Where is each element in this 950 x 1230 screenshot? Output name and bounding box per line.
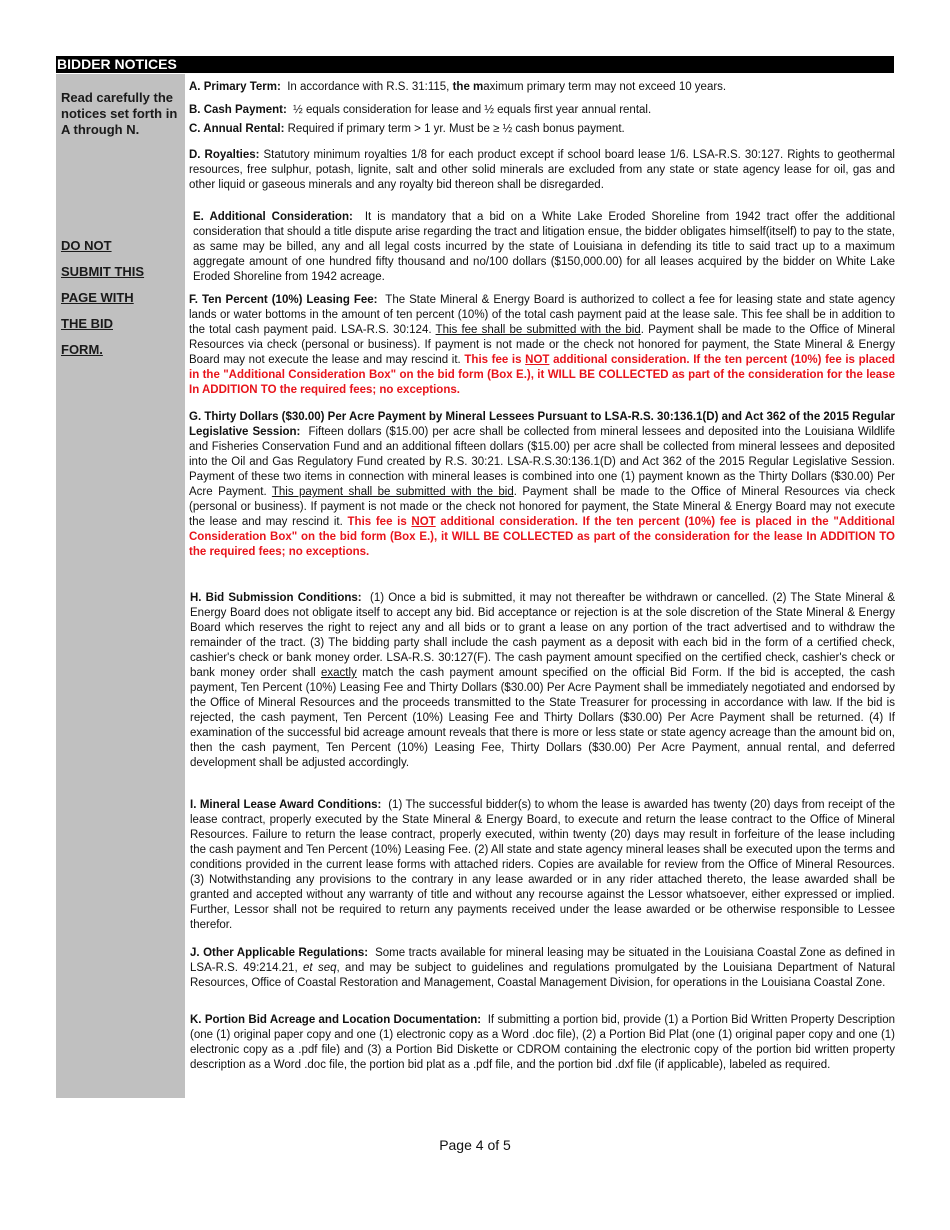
notice-heading: E. Additional Consideration: (193, 211, 353, 223)
notice-warning: additional consideration. If the ten percent (10%) fee is placed in the "Additional Consideration Box" on the bid form (Box E.), it WILL BE COLLECTED as part of the consideration for the lease In ADDITION TO the required fees; no exceptions. (189, 354, 896, 396)
notice-text: Statutory minimum royalties 1/8 for each product except if school board lease 1/6. LSA-R.S. 30:127. Rights to geothermal resources, free sulphur, potash, lignite, salt and other solid minerals are excluded from any state or state agency lease for oil, gas and other liquid or gaseous minerals and any royalty bid thereon shall be disregarded. (189, 149, 895, 191)
notice-j (190, 946, 895, 991)
do-not-submit-line: THE BID (61, 316, 113, 331)
notice-warning: This fee is (347, 516, 407, 528)
notice-italic: et seq (303, 962, 337, 974)
do-not-submit-line: PAGE WITH (61, 290, 134, 305)
notice-text: (1) Once a bid is submitted, it may not thereafter be withdrawn or cancelled. (2) The State Mineral & Energy Board does not obligate itself to accept any bid. Bid acceptance or rejection is at the sole discretion of the State Mineral & Energy Board which reserves the right to reject any and all bids or to grant a lease on any portion of the tract advertised and to withdraw the remainder of the tract. (3) The bidding party shall include the cash payment as a deposit with each bid in the form of a certified check, cashier's check or bank money order. LSA-R.S. 30:127(F). The cash payment amount specified on the certified check, cashier's check or bank money order shall (190, 592, 895, 679)
notice-heading: I. Mineral Lease Award Conditions: (190, 799, 382, 811)
notice-text: , and may be subject to guidelines and regulations promulgated by the Louisiana Department of Natural Resources, Office of Coastal Restoration and Management, Coastal Management Division, for operations in the Louisiana Coastal Zone. (190, 962, 896, 989)
notice-heading: J. Other Applicable Regulations: (190, 947, 369, 959)
notice-warning-not: NOT (525, 354, 550, 366)
notice-heading: G. Thirty Dollars ($30.00) Per Acre Payment by Mineral Lessees Pursuant to LSA-R.S. 30:136.1(D) and Act 362 of the 2015 Regular Legislative Session: (189, 411, 896, 438)
notice-underlined: This fee shall be submitted with the bid (435, 324, 641, 336)
notice-text: match the cash payment amount specified on the official Bid Form. If the bid is accepted, the cash payment, Ten Percent (10%) Leasing Fee and Thirty Dollars ($30.00) Per Acre Payment shall be immediately negotiated and endorsed by the Office of Mineral Resources and the proceeds transmitted to the State Treasurer for processing in accordance with law. If the bid is rejected, the cash payment, Ten Percent (10%) Leasing Fee and Thirty Dollars ($30.00) Per Acre Payment shall be returned. (4) If examination of the successful bid acreage amount reveals that there is more or less state or state agency acreage than the amount bid on, then the cash payment, Ten Percent (10%) Leasing Fee, Thirty Dollars ($30.00) Per Acre Payment, annual rental, and deferred development shall be adjusted accordingly. (190, 667, 895, 769)
notice-heading: D. Royalties: (189, 149, 260, 161)
notice-emphasis: the m (452, 81, 484, 93)
notice-text: Fifteen dollars ($15.00) per acre shall be collected from mineral lessees and deposited into the Louisiana Wildlife and Fisheries Conservation Fund and an additional fifteen dollars ($15.00) per acre shall be collected from mineral lessees and deposited into the Oil and Gas Regulatory Fund created by R.S. 30:21. LSA-R.S.30:136.1(D) and Act 362 of the 2015 Regular Legislative Session. Payment of these two items in connection with mineral leases is combined into one (1) payment known as the Thirty Dollars ($30.00) Per Acre Payment. (189, 426, 896, 498)
notice-i (190, 798, 895, 933)
notice-text: It is mandatory that a bid on a White Lake Eroded Shoreline from 1942 tract offer the additional consideration that should a title dispute arise regarding the tract and litigation ensue, the bidder obligates himself(itself) to pay to the state, as same may be billed, any and all legal costs incurred by the state of Louisiana in defending its title to said tract up to a maximum aggregate amount of one hundred fifty thousand and no/100 dollars ($150,000.00) for all leases acquired by the bidder on White Lake Eroded Shoreline from 1942 acreage. (193, 211, 896, 283)
notice-k (190, 1013, 895, 1073)
notice-warning-not: NOT (411, 516, 436, 528)
notice-text: . Payment shall be made to the Office of Mineral Resources via check (personal or business). If payment is not made or the check not honored for payment, the State Mineral & Energy Board may not execute the lease and may rescind it. (189, 486, 895, 528)
notice-text: aximum primary term may not exceed 10 years. (483, 81, 727, 93)
notice-text: If submitting a portion bid, provide (1) a Portion Bid Written Property Description (one (1) original paper copy and one (1) electronic copy as a Word .doc file), (2) a Portion Bid Plat (one (1) original paper copy and one (1) electronic copy as a .pdf file) and (3) a Portion Bid Diskette or CDROM containing the electronic copy of the portion bid written property description as a Word .doc file, the portion bid plat as a .pdf file, and the portion bid .dxf file (if applicable), labeled as required. (190, 1014, 895, 1071)
sidebar-instruction: Read carefully the notices set forth in A through N. (61, 90, 178, 137)
notice-heading: C. Annual Rental: (189, 123, 285, 135)
notice-underlined: exactly (321, 667, 357, 679)
notice-text: The State Mineral & Energy Board is authorized to collect a fee for leasing state and state agency lands or water bottoms in the amount of ten percent (10%) of the total cash payment paid at the lease sale. This fee shall be in addition to the total cash payment paid. LSA-R.S. 30:124. (189, 294, 896, 336)
notice-warning: This fee is (464, 354, 522, 366)
notice-text: (1) The successful bidder(s) to whom the lease is awarded has twenty (20) days from receipt of the lease contract, properly executed by the State Mineral & Energy Board, to execute and return the lease contract to the Office of Mineral Resources. Failure to return the lease contract, properly executed, within twenty (20) days may result in forfeiture of the lease including the cash payment and Ten Percent (10%) Leasing Fee. (2) All state and state agency mineral leases shall be executed upon the terms and conditions provided in the current lease forms with attached riders. Copies are available for review from the Office of Mineral Resources. (3) Notwithstanding any provisions to the contrary in any lease awarded or in any rider attached thereto, the lease awarded shall be granted and accepted without any warranty of title and without any recourse against the Lessor whatsoever, either expressed or implied. Further, Lessor shall not be required to return any payments received under the lease awarded or be otherwise responsible to Lessee therefor. (190, 799, 895, 931)
notice-d (189, 148, 895, 193)
notice-heading: K. Portion Bid Acreage and Location Documentation: (190, 1014, 482, 1026)
sidebar (56, 74, 185, 1098)
notice-text: In accordance with R.S. 31:115, (287, 81, 450, 93)
notice-text: ½ equals consideration for lease and ½ equals first year annual rental. (293, 104, 652, 116)
notice-heading: A. Primary Term: (189, 81, 281, 93)
notice-text: Some tracts available for mineral leasing may be situated in the Louisiana Coastal Zone as defined in LSA-R.S. 49:214.21, (190, 947, 895, 974)
section-title: BIDDER NOTICES (57, 56, 177, 72)
notice-f (189, 293, 895, 398)
section-header (56, 56, 894, 73)
notice-b (189, 103, 895, 118)
notice-warning: additional consideration. If the ten percent (10%) fee is placed in the "Additional Consideration Box" on the bid form (Box E.), it WILL BE COLLECTED as part of the consideration for the lease In ADDITION TO the required fees; no exceptions. (189, 516, 895, 558)
do-not-submit-line: SUBMIT THIS (61, 264, 145, 279)
notice-h (190, 591, 895, 771)
do-not-submit-line: DO NOT (61, 238, 112, 253)
do-not-submit-line: FORM. (61, 342, 103, 357)
notice-text: Required if primary term > 1 yr. Must be ≥ ½ cash bonus payment. (287, 123, 625, 135)
notice-c (189, 122, 895, 137)
notice-g (189, 410, 895, 560)
notice-heading: F. Ten Percent (10%) Leasing Fee: (189, 294, 378, 306)
notice-underlined: This payment shall be submitted with the bid (271, 486, 514, 498)
notice-e (193, 210, 895, 285)
page-number: Page 4 of 5 (439, 1137, 511, 1153)
notice-text: . Payment shall be made to the Office of Mineral Resources via check (personal or business). If payment is not made or the check not honored for payment, the State Mineral & Energy Board may not execute the lease and may rescind it. (189, 324, 895, 366)
notice-heading: H. Bid Submission Conditions: (190, 592, 362, 604)
notice-a (189, 80, 895, 95)
notice-heading: B. Cash Payment: (189, 104, 287, 116)
